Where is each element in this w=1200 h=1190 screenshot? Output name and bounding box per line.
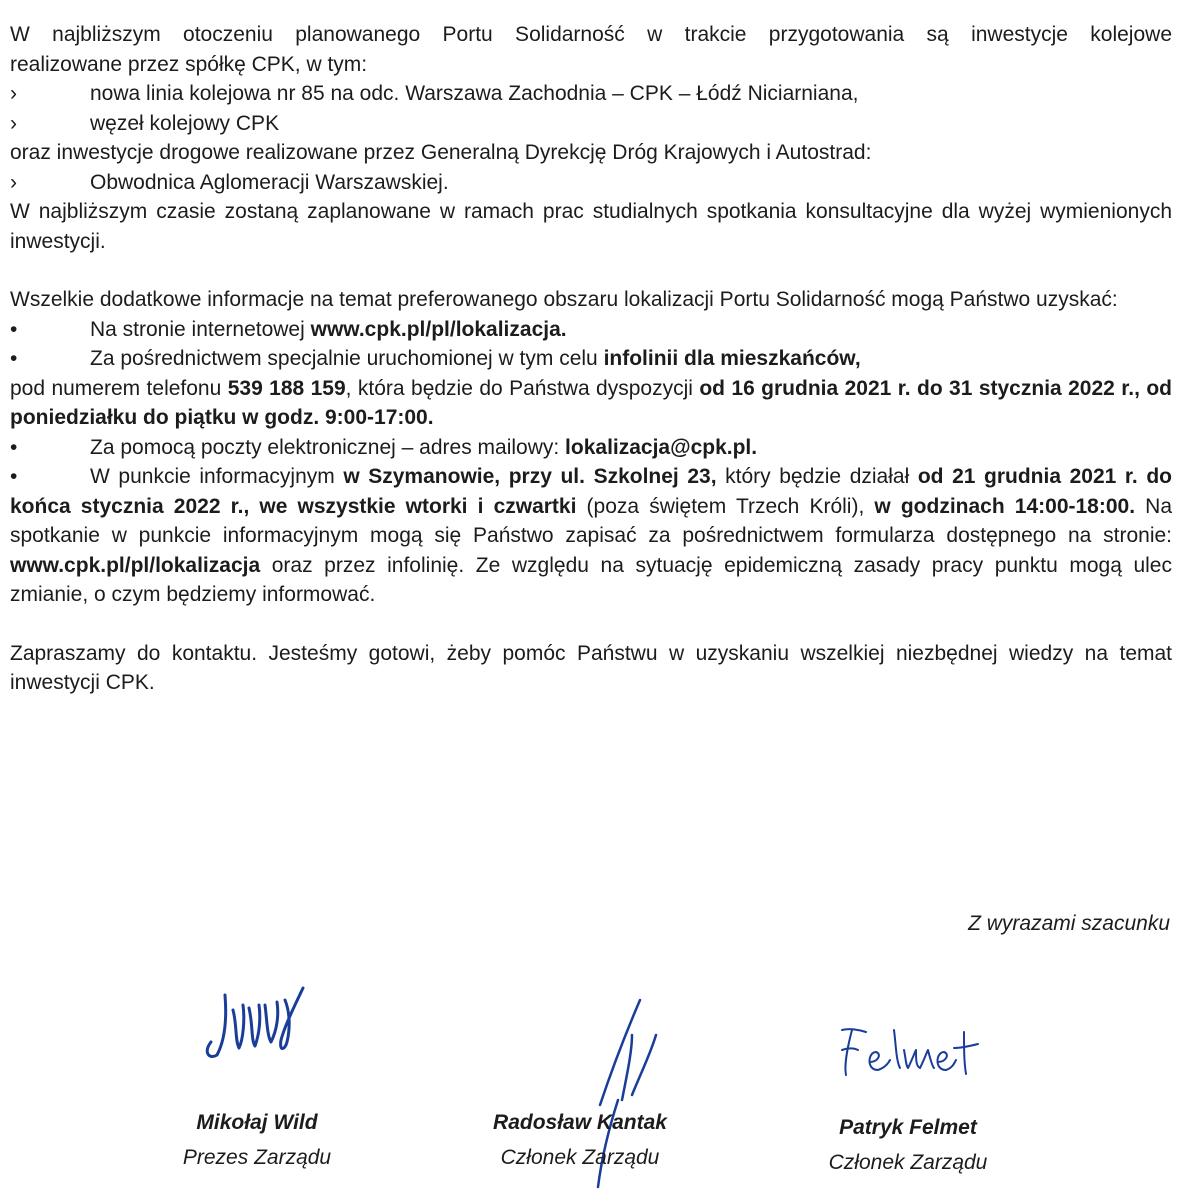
hotline-dates: od 16 grudnia 2021 r. do 31 stycznia 2022 r., od poniedziałku do piątku w godz. 9:00-17:00. — [10, 376, 1173, 429]
letter-body — [10, 20, 1172, 698]
road-item: › Obwodnica Aglomeracji Warszawskiej. — [10, 168, 1172, 198]
info-bullet-email: • Za pomocą poczty elektronicznej – adres mailowy: lokalizacja@cpk.pl. — [10, 433, 1172, 463]
info-bullet-point: • W punkcie informacyjnym w Szymanowie, przy ul. Szkolnej 23, który będzie działał od 21 grudnia 2021 r. do końca stycznia 2022 r., we wszystkie wtorki i czwartki (poza świętem Trzech Króli), w godzinach 14:00-18:00. Na spotkanie w punkcie informacyjnym mogą się Państwo zapisać za pośrednictwem formularza dostępnego na stronie: www.cpk.pl/pl/lokalizacja oraz przez infolinię. Ze względu na sytuację epidemiczną zasady pracy punktu mogą ulec zmianie, o czym będziemy informować. — [10, 462, 1172, 610]
intro-line-1: W najbliższym otoczeniu planowanego Portu Solidarność w trakcie przygotowania są inwestycje kolejowe — [10, 23, 1172, 46]
info-bullet-website: • Na stronie internetowej www.cpk.pl/pl/lokalizacja. — [10, 315, 1172, 345]
bullet-marker: • — [10, 317, 18, 341]
email-link[interactable]: lokalizacja@cpk.pl. — [565, 435, 758, 459]
hotline-label: infolinii dla mieszkańców, — [603, 347, 861, 370]
consultation-paragraph: W najbliższym czasie zostaną zaplanowane w ramach prac studialnych spotkania konsultacyjne dla wyżej wymienionych inwestycji. — [10, 200, 1172, 253]
signatory-block-kantak — [455, 1105, 705, 1175]
signatory-role: Członek Zarządu — [500, 1146, 660, 1169]
website-link[interactable]: www.cpk.pl/pl/lokalizacja. — [310, 317, 567, 341]
chevron-marker: › — [10, 111, 17, 135]
signatory-name: Mikołaj Wild — [196, 1111, 318, 1134]
roads-intro: oraz inwestycje drogowe realizowane przez Generalną Dyrekcję Dróg Krajowych i Autostrad: — [10, 141, 872, 164]
signature-wild — [195, 980, 315, 1075]
chevron-marker: › — [10, 170, 17, 194]
signatory-role: Prezes Zarządu — [182, 1146, 332, 1169]
bullet-marker: • — [10, 465, 18, 488]
phone-number[interactable]: 539 188 159 — [227, 376, 346, 400]
closing-paragraph: Zapraszamy do kontaktu. Jesteśmy gotowi, żeby pomóc Państwu w uzyskaniu wszelkiej niezbędnej wiedzy na temat inwestycji CPK. — [10, 641, 1172, 694]
signature-felmet — [830, 1010, 990, 1085]
signatory-name: Radosław Kantak — [493, 1111, 667, 1134]
regards: Z wyrazami szacunku — [968, 912, 1170, 935]
info-intro: Wszelkie dodatkowe informacje na temat preferowanego obszaru lokalizacji Portu Solidarność mogą Państwo uzyskać: — [10, 288, 1118, 311]
bullet-marker: • — [10, 435, 18, 459]
info-bullet-hotline: • Za pośrednictwem specjalnie uruchomionej w tym celu infolinii dla mieszkańców, — [10, 344, 1172, 374]
intro-line-2: realizowane przez spółkę CPK, w tym: — [10, 52, 368, 76]
signatory-name: Patryk Felmet — [839, 1116, 977, 1139]
signatory-block-felmet — [783, 1110, 1033, 1180]
chevron-marker: › — [10, 82, 17, 105]
rail-item: › nowa linia kolejowa nr 85 na odc. Warszawa Zachodnia – CPK – Łódź Niciarniana, — [10, 79, 1172, 109]
rail-item: › węzeł kolejowy CPK — [10, 109, 1172, 139]
form-link[interactable]: www.cpk.pl/pl/lokalizacja — [10, 553, 261, 577]
hotline-details: pod numerem telefonu 539 188 159, która będzie do Państwa dyspozycji od 16 grudnia 2021 r. do 31 stycznia 2022 r., od poniedziałku do piątku w godz. 9:00-17:00. — [10, 376, 1173, 429]
bullet-marker: • — [10, 347, 18, 370]
signatory-block-wild — [132, 1105, 382, 1175]
signatory-role: Członek Zarządu — [828, 1151, 988, 1174]
